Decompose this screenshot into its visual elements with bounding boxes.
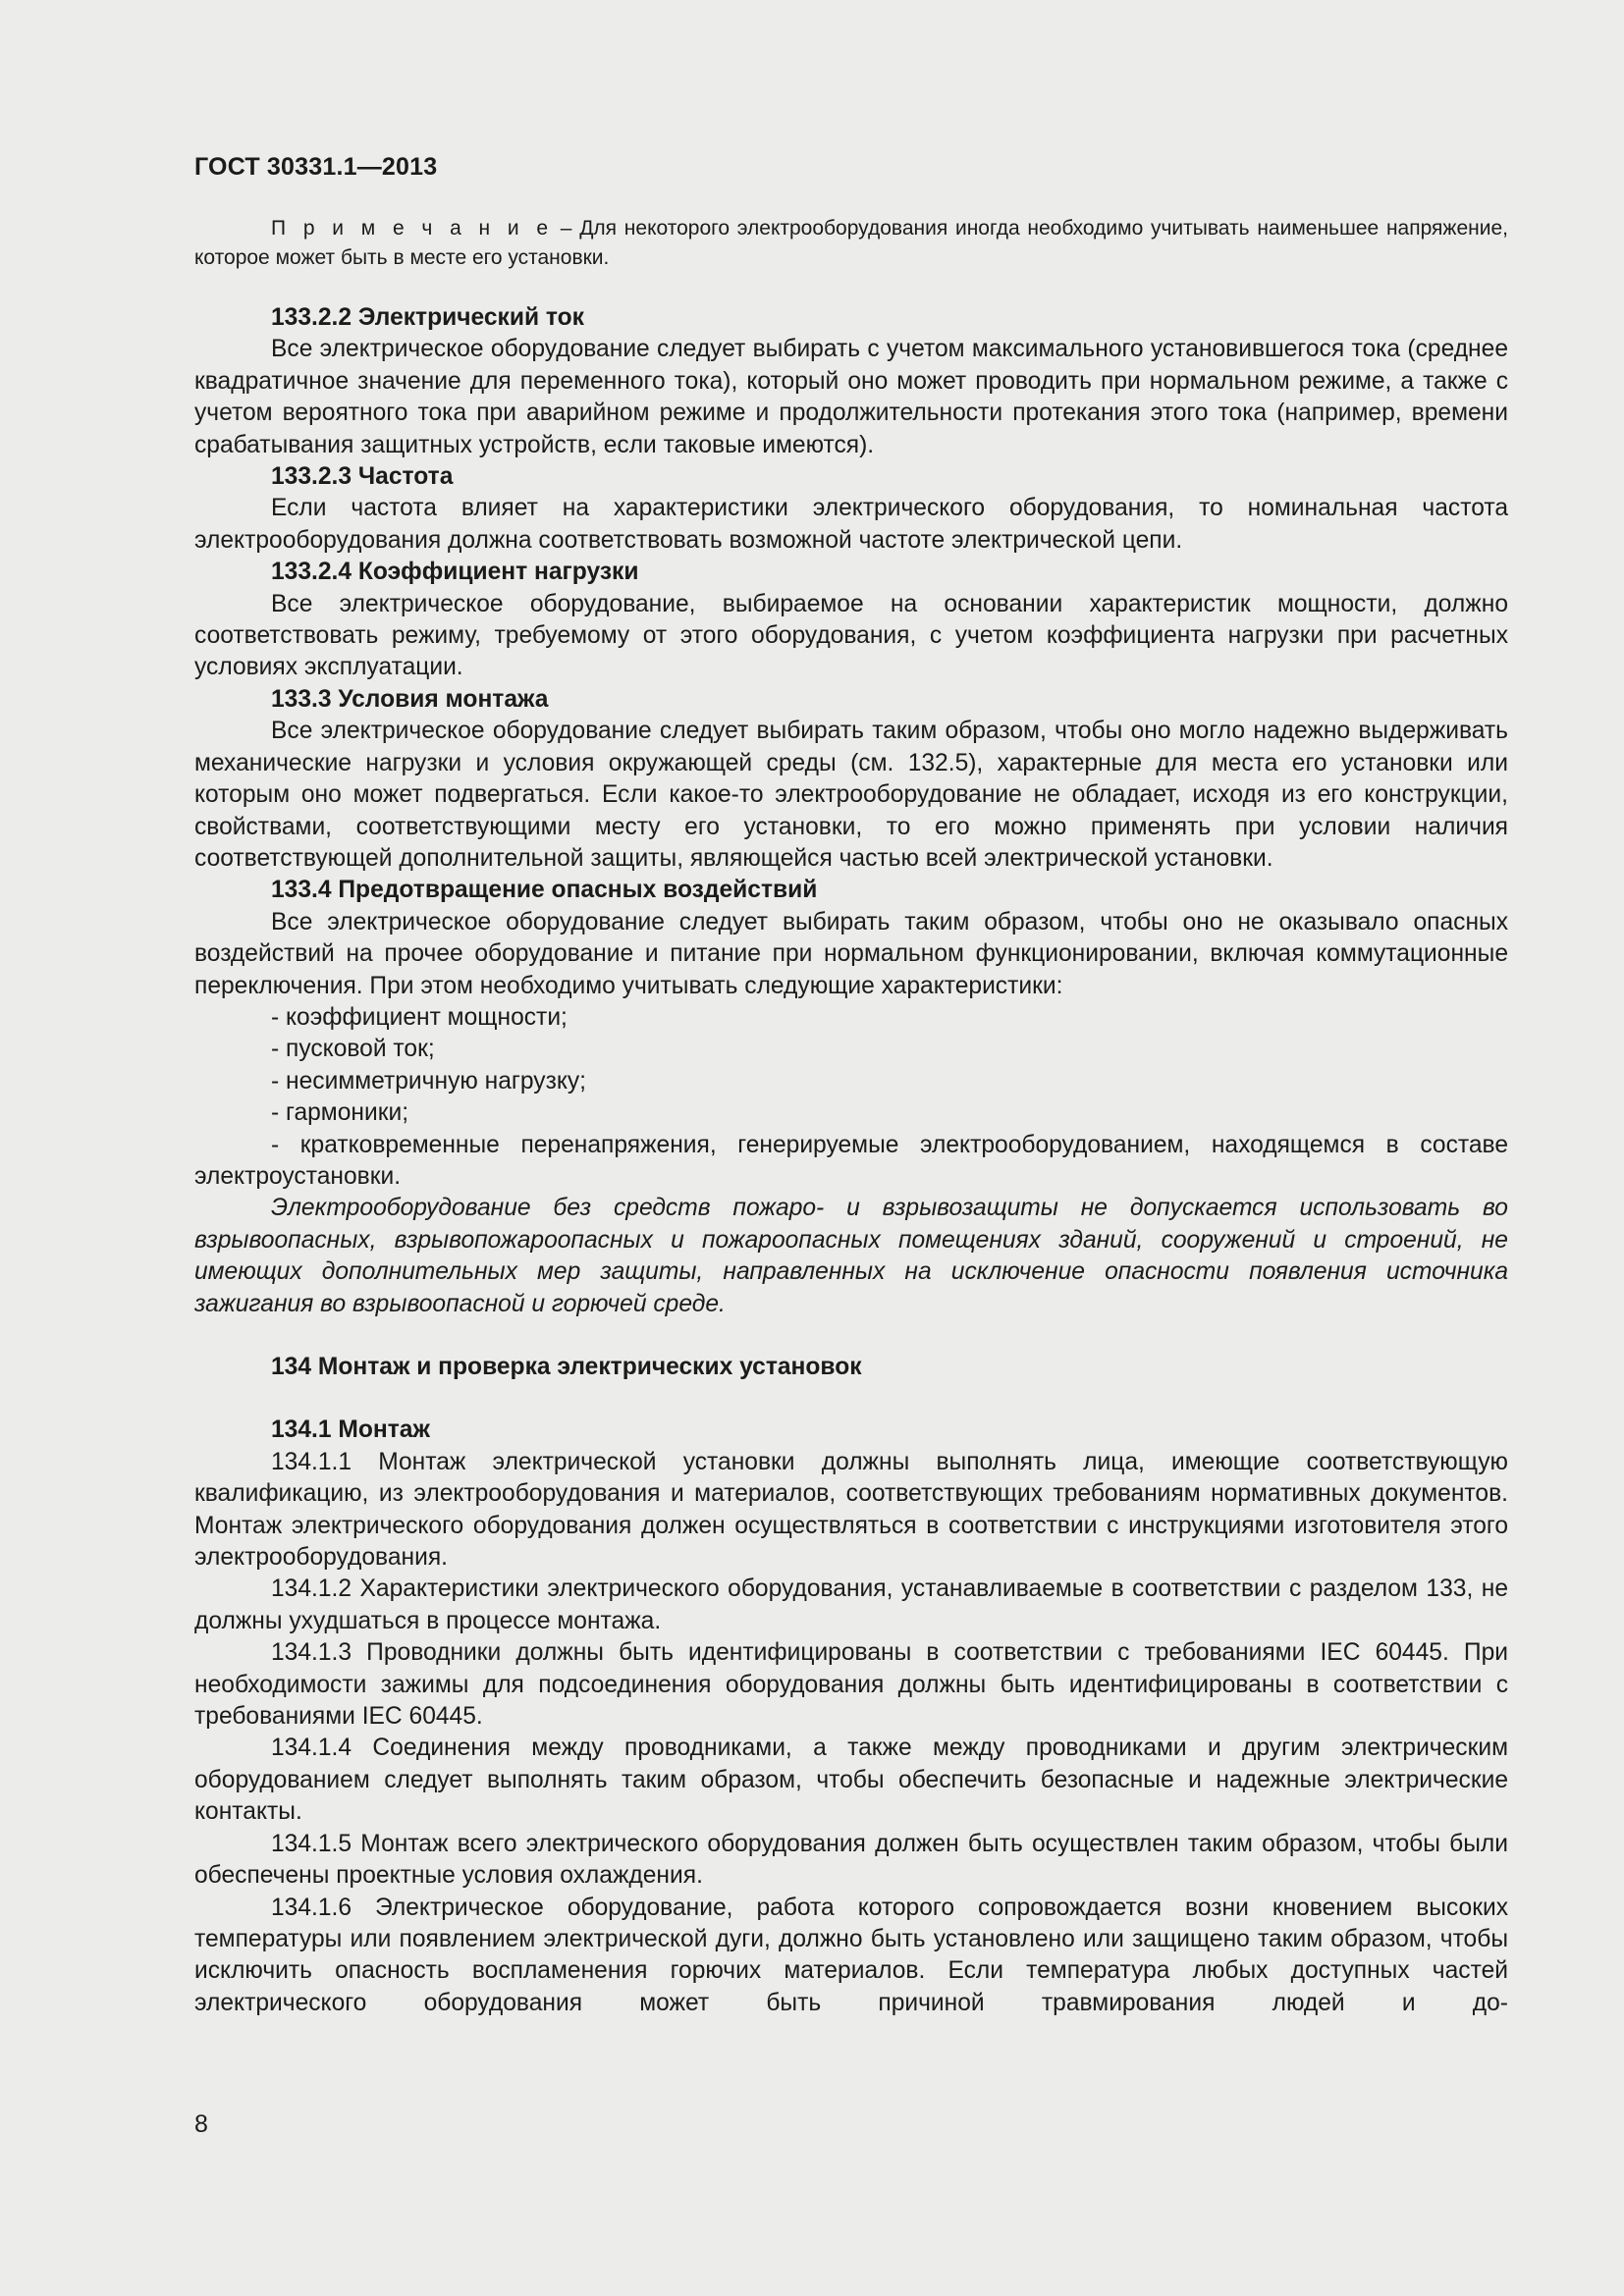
page-number: 8 <box>194 2110 208 2138</box>
paragraph: Все электрическое оборудование, выбираемое на основании характеристик мощности, должно соответствовать режиму, требуемому от этого оборудования, с учетом коэффициента нагрузки при расчетных условиях эксплуатации. <box>194 590 1508 681</box>
paragraph: 134.1.4 Соединения между проводниками, а также между проводниками и другим электрическим оборудованием следует выполнять таким образом, чтобы обеспечить безопасные и надежные электрические контакты. <box>194 1735 1508 1826</box>
list-item: - кратковременные перенапряжения, генерируемые электрооборудованием, находящемся в составе электроустановки. <box>194 1131 1508 1190</box>
list-item: - несимметричную нагрузку; <box>271 1067 587 1095</box>
paragraph: 134.1.3 Проводники должны быть идентифицированы в соответствии с требованиями IEC 60445. При необходимости зажимы для подсоединения оборудования должны быть идентифицированы в соответствии с требованиями IEC 60445. <box>194 1639 1508 1731</box>
section-heading: 133.2.2 Электрический ток <box>271 304 584 331</box>
section-heading: 134 Монтаж и проверка электрических установок <box>271 1354 862 1380</box>
section-heading: 133.3 Условия монтажа <box>271 685 549 713</box>
paragraph: Все электрическое оборудование следует выбирать таким образом, чтобы оно не оказывало опасных воздействий на прочее оборудование и питание при нормальном функционировании, включая коммутационные переключения. При этом необходимо учитывать следующие характеристики: <box>194 908 1508 999</box>
list-item: - коэффициент мощности; <box>271 1003 568 1031</box>
paragraph: 134.1.6 Электрическое оборудование, работа которого сопровождается возни кновением высоких температуры или появлением электрической дуги, должно быть установлено или защищено таким образом, чтобы исключить опасность воспламенения горючих материалов. Если температура любых доступных частей электрического оборудования может быть причиной травмирования людей и до- <box>194 1894 1508 2016</box>
document-body <box>194 214 1508 2019</box>
note-paragraph <box>194 214 1508 273</box>
paragraph: Все электрическое оборудование следует выбирать с учетом максимального установившегося тока (среднее квадратичное значение для переменного тока), который оно может проводить при нормальном режиме, а также с учетом вероятного тока при аварийном режиме и продолжительности протекания этого тока (например, времени срабатывания защитных устройств, если таковые имеются). <box>194 336 1508 458</box>
section-heading: 133.4 Предотвращение опасных воздействий <box>271 877 818 904</box>
section-heading: 133.2.3 Частота <box>271 463 454 491</box>
document-header: ГОСТ 30331.1—2013 <box>194 153 438 181</box>
paragraph: Если частота влияет на характеристики электрического оборудования, то номинальная частота электрооборудования должна соответствовать возможной частоте электрической цепи. <box>194 495 1508 554</box>
paragraph: 134.1.1 Монтаж электрической установки должны выполнять лица, имеющие соответствующую квалификацию, из электрооборудования и материалов, соответствующих требованиям нормативных документов. Монтаж электрического оборудования должен осуществляться в соответствии с инструкциями изготовителя этого электрооборудования. <box>194 1448 1508 1572</box>
italic-paragraph: Электрооборудование без средств пожаро- и взрывозащиты не допускается использовать во взрывоопасных, взрывопожароопасных и пожароопасных помещениях зданий, сооружений и строений, не имеющих дополнительных мер защиты, направленных на исключение опасности появления источника зажигания во взрывоопасной и горючей среде. <box>194 1195 1508 1317</box>
list-item: - пусковой ток; <box>271 1036 435 1063</box>
paragraph: Все электрическое оборудование следует выбирать таким образом, чтобы оно могло надежно выдерживать механические нагрузки и условия окружающей среды (см. 132.5), характерные для места его установки или которым оно может подвергаться. Если какое-то электрооборудование не обладает, исходя из его конструкции, свойствами, соответствующими месту его установки, то его можно применять при условии наличия соответствующей дополнительной защиты, являющейся частью всей электрической установки. <box>194 718 1508 872</box>
paragraph: 134.1.2 Характеристики электрического оборудования, устанавливаемые в соответствии с разделом 133, не должны ухудшаться в процессе монтажа. <box>194 1575 1508 1634</box>
list-item: - гармоники; <box>271 1099 409 1127</box>
paragraph: 134.1.5 Монтаж всего электрического оборудования должен быть осуществлен таким образом, чтобы были обеспечены проектные условия охлаждения. <box>194 1830 1508 1890</box>
section-heading: 134.1 Монтаж <box>271 1416 430 1444</box>
note-text: – Для некоторого электрооборудования иногда необходимо учитывать наименьшее напряжение, которое может быть в месте его установки. <box>194 217 1508 269</box>
note-label: П р и м е ч а н и е <box>271 217 554 240</box>
section-heading: 133.2.4 Коэффициент нагрузки <box>271 559 639 586</box>
